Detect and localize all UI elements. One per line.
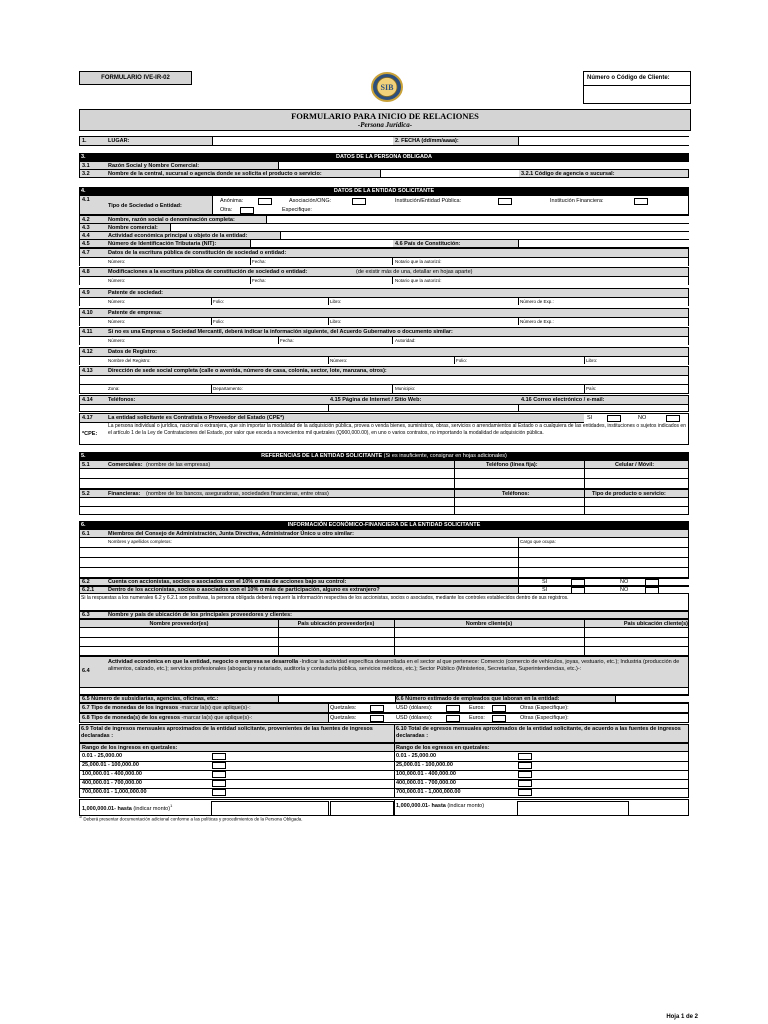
egresos-totales-label: 6.10 Total de egresos mensuales aproximados de la entidad solicitante, de acuerdo a las fuentes de ingresos declaradas : <box>396 726 681 739</box>
patente-sociedad-row <box>79 288 689 306</box>
anonima-checkbox[interactable] <box>258 198 272 205</box>
razon-completa-input[interactable] <box>266 216 690 223</box>
row-number: 4.8 <box>82 269 90 275</box>
actividad-input[interactable] <box>79 688 689 695</box>
libro-label: Libro: <box>330 299 342 304</box>
consejo-label: Miembros del Consejo de Administración, Junta Directiva, Administrador Único u otro similar: <box>108 531 354 537</box>
moneda-ingresos-note: -marcar la(s) que aplique(s)-: <box>179 705 251 711</box>
nit-label: Número de Identificación Tributaria (NIT): <box>108 241 217 247</box>
row-number: 3.2 <box>82 171 90 177</box>
egreso-rango-5: 700,000.01 - 1,000,000.00 <box>396 789 461 795</box>
otras-label: Otras (Especifique): <box>520 705 569 711</box>
ingreso-rango-5: 700,000.01 - 1,000,000.00 <box>82 789 147 795</box>
publica-label: Institución/Entidad Pública: <box>395 198 462 204</box>
municipio-label: Municipio: <box>395 386 416 391</box>
section-5-number: 5. <box>81 453 86 459</box>
ingresos-euros-checkbox[interactable] <box>492 705 506 712</box>
col-pais-cliente: País ubicación cliente(s) <box>623 621 688 627</box>
section-4-title: DATOS DE LA ENTIDAD SOLICITANTE <box>333 188 435 194</box>
agencia-row <box>79 169 689 178</box>
row-number: 5.1 <box>82 462 90 468</box>
ingreso-hasta-input[interactable] <box>211 801 329 816</box>
lugar-fecha-row <box>79 136 689 146</box>
numero-label: Número: <box>108 319 126 324</box>
egreso-rango-1: 0.01 - 25,000.00 <box>396 753 437 759</box>
cpe-definition-label: *CPE: <box>82 431 98 437</box>
section-6-bar <box>79 521 689 529</box>
egreso-rango-1-checkbox[interactable] <box>518 753 532 760</box>
row-number: 6.2 <box>82 579 90 585</box>
section-4-bar <box>79 187 689 195</box>
quetzales-label: Quetzales: <box>330 705 357 711</box>
ingresos-egresos-header <box>79 724 689 743</box>
seal-text: SIB <box>380 83 394 92</box>
acuerdo-label: Si no es una Empresa o Sociedad Mercantil, deberá indicar la información siguiente, del Acuerdo Gubernativo o documento similar: <box>108 329 453 335</box>
moneda-ingresos-label: 6.7 Tipo de monedas de los ingresos <box>82 705 179 711</box>
ingreso-rango-2-checkbox[interactable] <box>212 762 226 769</box>
consejo-table[interactable] <box>79 538 689 578</box>
col-pais-proveedor: País ubicación proveedor(es) <box>297 621 375 627</box>
row-number: 5.2 <box>82 491 90 497</box>
actividad-input[interactable] <box>280 232 690 239</box>
nombres-col-label: Nombres y apellidos completos: <box>108 539 172 544</box>
ingreso-hasta-label: 1,000,000.01- hasta <box>82 805 132 812</box>
egreso-rango-2-checkbox[interactable] <box>518 762 532 769</box>
ingresos-totales-label: 6.9 Total de ingresos mensuales aproximados de la entidad solicitante, provenientes de las fuentes de ingresos declaradas : <box>81 726 373 739</box>
fecha-sub-label: Fecha: <box>252 259 266 264</box>
comerciales-note: (nombre de las empresas) <box>146 462 211 468</box>
lugar-input[interactable] <box>212 137 393 145</box>
page-number: Hoja 1 de 2 <box>666 1014 698 1020</box>
patente-sociedad-label: Patente de sociedad: <box>108 290 164 296</box>
footnote-text: Deberá presentar documentación adicional conforme a las políticas y procedimientos de la Persona Obligada. <box>83 816 303 822</box>
escritura-row <box>79 248 689 266</box>
row-number: 6.3 <box>82 612 90 618</box>
egreso-rango-4-checkbox[interactable] <box>518 780 532 787</box>
direccion-label: Dirección de sede social completa (calle o avenida, número de casa, colonia, sector, lote, manzana, otros): <box>108 368 387 374</box>
egreso-rango-5-checkbox[interactable] <box>518 789 532 796</box>
otras-label: Otras (Especifique): <box>520 715 569 721</box>
proveedores-label: Nombre y país de ubicación de los principales proveedores y clientes: <box>108 612 293 618</box>
libro-label: Libro: <box>330 319 342 324</box>
proveedores-table[interactable] <box>79 628 689 656</box>
patente-empresa-label: Patente de empresa: <box>108 310 162 316</box>
nombre-registro-label: Nombre del Registro: <box>108 358 151 363</box>
accionistas-si-checkbox[interactable] <box>571 579 585 586</box>
col-nombre-cliente: Nombre cliente(s) <box>465 621 513 627</box>
financiera-checkbox[interactable] <box>634 198 648 205</box>
form-title-box <box>79 109 691 131</box>
cpe-no-checkbox[interactable] <box>666 415 680 422</box>
pais-constitucion-input[interactable] <box>518 240 690 247</box>
otra-checkbox[interactable] <box>240 207 254 214</box>
rango-egresos-label: Rango de los egresos en quetzales: <box>396 745 490 751</box>
row-number: 6.1 <box>82 531 90 537</box>
folio-label: Folio: <box>456 358 468 363</box>
tipo-sociedad-row <box>79 195 689 215</box>
ingreso-hasta-input-2[interactable] <box>330 801 394 816</box>
moneda-egresos-note: -marcar la(s) que aplique(s)-: <box>181 715 253 721</box>
accionistas-note: Si la respuestas a los numerales 6.2 y 6.2.1 son positivas, la persona obligada deberá requerir la información respectiva de los accionistas, socios o asociados, mediante los controles establecidos dentro de sus registros. <box>81 595 569 601</box>
comerciales-header <box>79 460 689 469</box>
ingreso-rango-4-checkbox[interactable] <box>212 780 226 787</box>
egreso-rango-3: 100,000.01 - 400,000.00 <box>396 771 456 777</box>
row-number: 4.5 <box>82 241 90 247</box>
telefonos-input-row[interactable] <box>79 405 689 412</box>
accionistas-label: Cuenta con accionistas, socios o asociados con el 10% o más de acciones bajo su control: <box>108 579 347 585</box>
cpe-si-checkbox[interactable] <box>607 415 621 422</box>
especifique-label: Especifique: <box>282 207 312 213</box>
cpe-row <box>79 413 689 445</box>
egreso-rango-3-checkbox[interactable] <box>518 771 532 778</box>
nombre-comercial-input[interactable] <box>170 224 690 231</box>
si-label: SI <box>542 587 548 593</box>
anonima-label: Anónima: <box>220 198 244 204</box>
celular-label: Celular / Móvil: <box>615 462 655 468</box>
empleados-label: 6.6 Número estimado de empleados que laboran en la entidad: <box>396 696 560 702</box>
ingreso-rango-3: 100,000.01 - 400,000.00 <box>82 771 142 777</box>
tipo-producto-label: Tipo de producto o servicio: <box>592 491 666 497</box>
rangos-table <box>79 752 689 798</box>
pais-constitucion-label: 4.6 País de Constitución: <box>395 241 461 247</box>
fecha-label: 2. FECHA (dd/mm/aaaa): <box>395 138 459 144</box>
modificaciones-label: Modificaciones a la escritura pública de constitución de sociedad o entidad: <box>108 269 308 275</box>
numero-label: Número: <box>108 299 126 304</box>
row-number: 3.1 <box>82 163 90 169</box>
lugar-label: LUGAR: <box>108 138 130 144</box>
comerciales-label: Comerciales: <box>108 462 143 468</box>
ingreso-hasta-note: (indicar monto) <box>133 805 171 812</box>
section-6-number: 6. <box>81 522 86 528</box>
euros-label: Euros: <box>469 705 485 711</box>
section-3-title: DATOS DE LA PERSONA OBLIGADA <box>336 154 432 160</box>
actividad-economica-row <box>79 656 689 688</box>
registro-row <box>79 347 689 365</box>
row-number: 4.9 <box>82 290 90 296</box>
egreso-hasta-input[interactable] <box>517 801 629 816</box>
telefonos-label: Teléfonos: <box>108 397 136 403</box>
si-label: SI <box>542 579 548 585</box>
accionistas-no-checkbox[interactable] <box>645 579 659 586</box>
section-5-bar <box>79 452 689 460</box>
extranjero-no-checkbox[interactable] <box>645 587 659 594</box>
si-label: SI <box>587 415 593 421</box>
no-label: NO <box>620 579 629 585</box>
departamento-label: Departamento: <box>213 386 243 391</box>
no-label: NO <box>638 415 647 421</box>
egreso-hasta-label: 1,000,000.01- hasta <box>396 803 446 809</box>
section-4-number: 4. <box>81 188 86 194</box>
client-code-input[interactable] <box>584 86 690 106</box>
numero-label: Número: <box>108 259 126 264</box>
extranjero-label: Dentro de los accionistas, socios o asociados con el 10% o más de participación, alguno es extranjero? <box>108 587 380 593</box>
rangos-header <box>79 743 689 752</box>
financiera-label: Institución Financiera: <box>550 198 604 204</box>
agencia-input[interactable] <box>380 170 519 177</box>
actividad-economica-label: Actividad económica en que la entidad, negocio o empresa se desarrolla <box>108 659 299 665</box>
ingreso-rango-3-checkbox[interactable] <box>212 771 226 778</box>
col-nombre-proveedor: Nombre proveedor(es) <box>149 621 209 627</box>
numero-label: Número: <box>108 278 126 283</box>
codigo-agencia-label: 3.2.1 Código de agencia o sucursal: <box>521 171 615 177</box>
quetzales-label: Quetzales: <box>330 715 357 721</box>
row-number: 6.2.1 <box>82 587 95 593</box>
subsidiarias-input[interactable] <box>278 696 396 702</box>
egreso-hasta-note: (indicar monto) <box>447 803 485 809</box>
section-5-title: REFERENCIAS DE LA ENTIDAD SOLICITANTE <box>261 453 383 459</box>
razon-social-label: Razón Social y Nombre Comercial: <box>108 163 200 169</box>
egreso-rango-4: 400,000.01 - 700,000.00 <box>396 780 456 786</box>
fecha-sub-label: Fecha: <box>280 338 294 343</box>
nombre-comercial-label: Nombre comercial: <box>108 225 158 231</box>
comerciales-body[interactable] <box>79 469 689 489</box>
pais-label: País: <box>586 386 597 391</box>
accionistas-note-row <box>79 594 689 611</box>
folio-label: Folio: <box>213 299 225 304</box>
numero-label: Número: <box>108 338 126 343</box>
otra-label: Otra: <box>220 207 233 213</box>
sib-seal-logo <box>369 72 405 102</box>
ingreso-rango-1: 0.01 - 25,000.00 <box>82 753 123 759</box>
ingreso-rango-2: 25,000.01 - 100,000.00 <box>82 762 139 768</box>
ingreso-rango-1-checkbox[interactable] <box>212 753 226 760</box>
fecha-input[interactable] <box>518 137 690 145</box>
ingreso-rango-4: 400,000.01 - 700,000.00 <box>82 780 142 786</box>
modificaciones-row <box>79 267 689 285</box>
autoridad-label: Autoridad: <box>395 338 416 343</box>
asociacion-label: Asociación/ONG: <box>289 198 332 204</box>
cargo-col-label: Cargo que ocupa: <box>520 539 556 544</box>
proveedores-row <box>79 611 689 619</box>
row-number: 4.11 <box>82 329 93 335</box>
financieras-header <box>79 489 689 498</box>
row-number: 4.4 <box>82 233 90 239</box>
row-number: 4.17 <box>82 415 93 421</box>
section-5-note: (Si es insuficiente, consignar en hojas adicionales) <box>383 453 507 459</box>
row-number: 6.4 <box>82 668 90 674</box>
notario-label: Notario que la autorizó: <box>395 278 442 283</box>
section-number: 1. <box>82 138 87 144</box>
nit-row <box>79 239 689 248</box>
razon-social-input[interactable] <box>278 162 690 169</box>
section-6-title: INFORMACIÓN ECONÓMICO-FINANCIERA DE LA ENTIDAD SOLICITANTE <box>287 522 481 528</box>
empleados-input[interactable] <box>615 696 689 702</box>
tipo-sociedad-label: Tipo de Sociedad o Entidad: <box>108 203 182 209</box>
rango-ingresos-label: Rango de los ingresos en quetzales: <box>82 745 178 751</box>
consejo-row <box>79 529 689 538</box>
pagina-web-label: 4.15 Página de Internet / Sitio Web: <box>330 397 422 403</box>
cpe-label: La entidad solicitante es Contratista o Proveedor del Estado (CPE*) <box>108 415 285 421</box>
client-code-label: Número o Código de Cliente: <box>584 72 690 86</box>
telefono-fijo-label: Teléfono (línea fija): <box>486 462 538 468</box>
libro-label: Libro: <box>586 358 598 363</box>
extranjero-si-checkbox[interactable] <box>571 587 585 594</box>
row-number: 4.2 <box>82 217 90 223</box>
subsidiarias-row <box>79 695 689 703</box>
actividad-economica-text <box>108 659 686 673</box>
footnote-mark: 1/ <box>79 815 83 819</box>
egresos-quetzales-checkbox[interactable] <box>370 715 384 722</box>
footnote-ref: 1 <box>170 803 173 808</box>
razon-completa-label: Nombre, razón social o denominación completa: <box>108 217 235 223</box>
email-label: 4.16 Correo electrónico / e-mail: <box>521 397 605 403</box>
moneda-ingresos-row <box>79 703 689 713</box>
egreso-rango-2: 25,000.01 - 100,000.00 <box>396 762 453 768</box>
no-label: NO <box>620 587 629 593</box>
agencia-label: Nombre de la central, sucursal o agencia donde se solicita el producto o servicio: <box>108 171 322 177</box>
row-number: 4.13 <box>82 368 93 374</box>
accionistas-row <box>79 578 689 586</box>
form-title: FORMULARIO PARA INICIO DE RELACIONES <box>291 111 479 121</box>
publica-checkbox[interactable] <box>498 198 512 205</box>
registro-label: Datos de Registro: <box>108 349 157 355</box>
section-3-number: 3. <box>81 154 86 160</box>
actividad-label: Actividad económica principal u objeto de la entidad: <box>108 233 248 239</box>
zona-label: Zona: <box>108 386 120 391</box>
usd-label: USD (dólares): <box>396 705 433 711</box>
moneda-egresos-row <box>79 713 689 723</box>
nit-input[interactable] <box>250 240 393 247</box>
subsidiarias-label: 6.5 Número de subsidiarias, agencias, oficinas, etc.: <box>82 696 219 702</box>
acuerdo-row <box>79 327 689 345</box>
numexp-label: Número de Exp.: <box>520 299 554 304</box>
proveedores-header <box>79 619 689 628</box>
numero-label: Número: <box>330 358 348 363</box>
ingreso-rango-5-checkbox[interactable] <box>212 789 226 796</box>
form-code: FORMULARIO IVE-IR-02 <box>79 71 192 85</box>
financieras-note: (nombre de los bancos, aseguradoras, sociedades financieras, entre otras) <box>146 491 329 497</box>
ingresos-quetzales-checkbox[interactable] <box>370 705 384 712</box>
section-3-bar <box>79 153 689 161</box>
folio-label: Folio: <box>213 319 225 324</box>
telefonos-row <box>79 395 689 405</box>
patente-empresa-row <box>79 308 689 326</box>
telefonos-fin-label: Teléfonos: <box>502 491 530 497</box>
row-number: 4.3 <box>82 225 90 231</box>
form-subtitle: -Persona Jurídica- <box>357 121 413 129</box>
modificaciones-note: (de existir más de una, detallar en hojas aparte) <box>356 269 473 275</box>
egresos-euros-checkbox[interactable] <box>492 715 506 722</box>
row-number: 4.12 <box>82 349 93 355</box>
egresos-usd-checkbox[interactable] <box>446 715 460 722</box>
footnote <box>79 815 303 822</box>
escritura-label: Datos de la escritura pública de constitución de sociedad o entidad: <box>108 250 287 256</box>
actividad-economica-note: -Indicar la actividad específica desarrollada en el sector al que pertenece: Comercio (comercio de vehículos, joyas, vestuario, etc.); Industria (producción de alimentos, calzado, etc.); servicios profesionales (abogacía y notariado, auditoría y contaduría pública, servicios médicos, etc.); Sector Público (Ministerios, Secretarías, Superintendencias, etc.)-: <box>108 659 680 672</box>
direccion-row <box>79 366 689 394</box>
client-code-box <box>583 71 691 104</box>
extranjero-row <box>79 586 689 594</box>
euros-label: Euros: <box>469 715 485 721</box>
row-number: 4.7 <box>82 250 90 256</box>
notario-label: Notario que la autorizó: <box>395 259 442 264</box>
row-number: 4.1 <box>82 197 90 203</box>
financieras-label: Financieras: <box>108 491 141 497</box>
cpe-definition-text: La persona individual o jurídica, nacional o extranjera, que sin importar la modalidad de la adquisición pública, provea o venda bienes, suministros, obras, servicios o arrendamientos al Estado o a cualquiera de las entidades, instituciones o sujetos indicados en el artículo 1 de la Ley de Contrataciones del Estado, por valor que exceda a novecientos mil quetzales (Q900,000.00), en uno o varios contratos, no importando la modalidad de adquisición pública. <box>108 423 686 436</box>
row-number: 4.10 <box>82 310 93 316</box>
moneda-egresos-label: 6.8 Tipo de moneda(s) de los egresos <box>82 715 181 721</box>
financieras-body[interactable] <box>79 498 689 515</box>
row-number: 4.14 <box>82 397 93 403</box>
asociacion-checkbox[interactable] <box>352 198 366 205</box>
numexp-label: Número de Exp.: <box>520 319 554 324</box>
hasta-row <box>79 799 689 816</box>
fecha-sub-label: Fecha: <box>252 278 266 283</box>
usd-label: USD (dólares): <box>396 715 433 721</box>
ingresos-usd-checkbox[interactable] <box>446 705 460 712</box>
